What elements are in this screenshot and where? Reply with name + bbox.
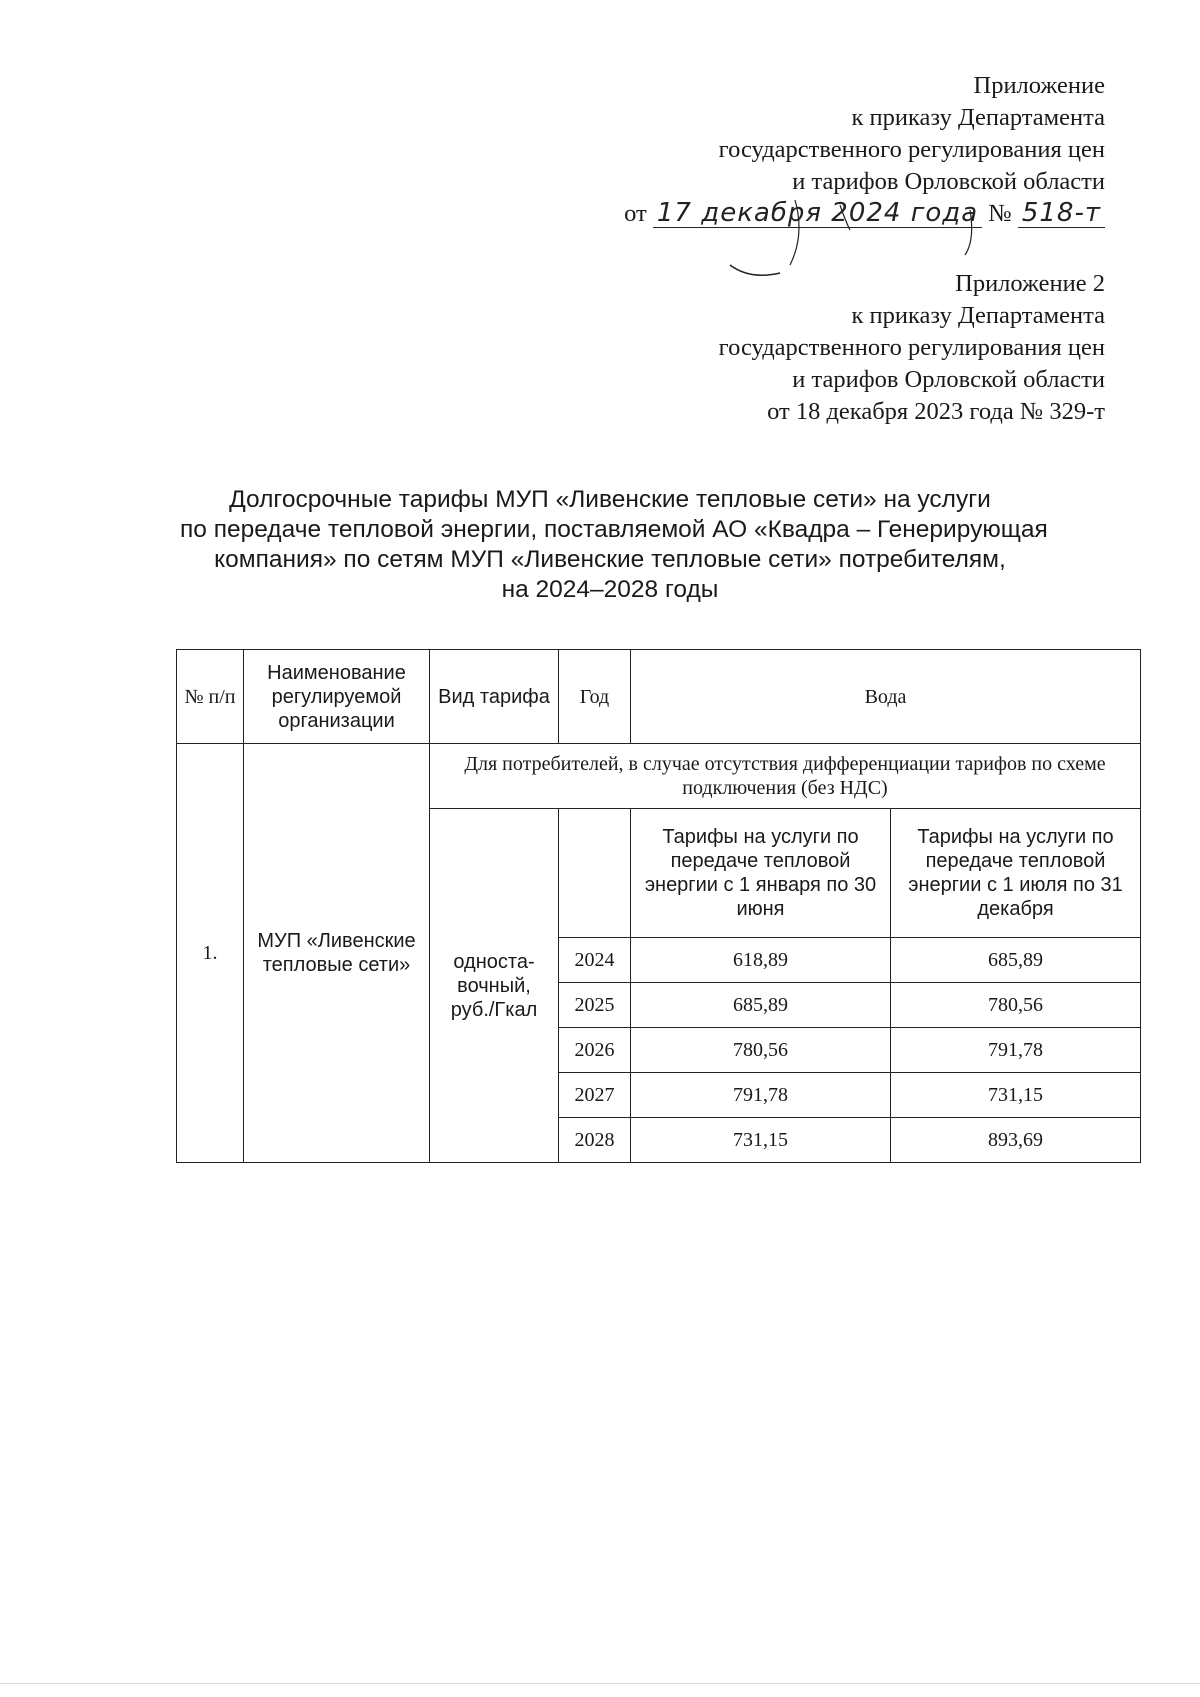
tariff-first-half: 731,15 — [631, 1118, 891, 1163]
header-org: Наименование регулируемой организации — [244, 650, 430, 744]
tariff-first-half: 685,89 — [631, 983, 891, 1028]
table-row — [177, 744, 1141, 809]
approval-block-original — [719, 268, 1105, 428]
tariff-second-half: 731,15 — [891, 1073, 1141, 1118]
date-prefix: от — [624, 200, 647, 227]
header-year: Год — [559, 650, 631, 744]
tariff-first-half: 780,56 — [631, 1028, 891, 1073]
table-header-row — [177, 650, 1141, 744]
approval-line: к приказу Департамента — [851, 104, 1105, 131]
approval-line: государственного регулирования цен — [718, 334, 1105, 361]
approval-line: от 18 декабря 2023 года № 329-т — [767, 398, 1105, 425]
tariff-second-half: 893,69 — [891, 1118, 1141, 1163]
approval-line: государственного регулирования цен — [718, 136, 1105, 163]
handwritten-number: 518-т — [1018, 200, 1105, 228]
title-line: Долгосрочные тарифы МУП «Ливенские тепловые сети» на услуги — [229, 486, 991, 513]
period-first-half-header: Тарифы на услуги по передаче тепловой энергии с 1 января по 30 июня — [631, 809, 891, 938]
number-prefix: № — [988, 200, 1012, 227]
approval-line: и тарифов Орловской области — [792, 168, 1105, 195]
org-name: МУП «Ливенские тепловые сети» — [244, 744, 430, 1163]
tariff-first-half: 791,78 — [631, 1073, 891, 1118]
period-second-half-header: Тарифы на услуги по передаче тепловой энергии с 1 июля по 31 декабря — [891, 809, 1141, 938]
title-line: по передаче тепловой энергии, поставляемой АО «Квадра – Генерирующая — [180, 516, 1048, 543]
tariff-second-half: 791,78 — [891, 1028, 1141, 1073]
approval-line: и тарифов Орловской области — [792, 366, 1105, 393]
tariff-table — [176, 649, 1141, 1163]
approval-line: к приказу Департамента — [851, 302, 1105, 329]
year-cell: 2026 — [559, 1028, 631, 1073]
header-water: Вода — [631, 650, 1141, 744]
document-title — [180, 485, 1048, 605]
title-line: на 2024–2028 годы — [501, 576, 719, 603]
handwritten-date: 17 декабря 2024 года — [653, 200, 982, 228]
year-cell: 2028 — [559, 1118, 631, 1163]
tariff-first-half: 618,89 — [631, 938, 891, 983]
header-num: № п/п — [177, 650, 244, 744]
row-number: 1. — [177, 744, 244, 1163]
year-cell: 2025 — [559, 983, 631, 1028]
header-tariff-type: Вид тарифа — [430, 650, 559, 744]
title-line: компания» по сетям МУП «Ливенские тепловые сети» потребителям, — [214, 546, 1006, 573]
approval-line: Приложение — [973, 72, 1105, 99]
approval-line: Приложение 2 — [955, 270, 1105, 297]
year-cell: 2027 — [559, 1073, 631, 1118]
consumer-note: Для потребителей, в случае отсутствия дифференциации тарифов по схеме подключения (без НДС) — [430, 744, 1141, 809]
tariff-second-half: 685,89 — [891, 938, 1141, 983]
year-cell: 2024 — [559, 938, 631, 983]
tariff-kind: односта-вочный, руб./Гкал — [430, 809, 559, 1163]
year-header-empty — [559, 809, 631, 938]
tariff-second-half: 780,56 — [891, 983, 1141, 1028]
scan-edge-line — [0, 1683, 1200, 1684]
